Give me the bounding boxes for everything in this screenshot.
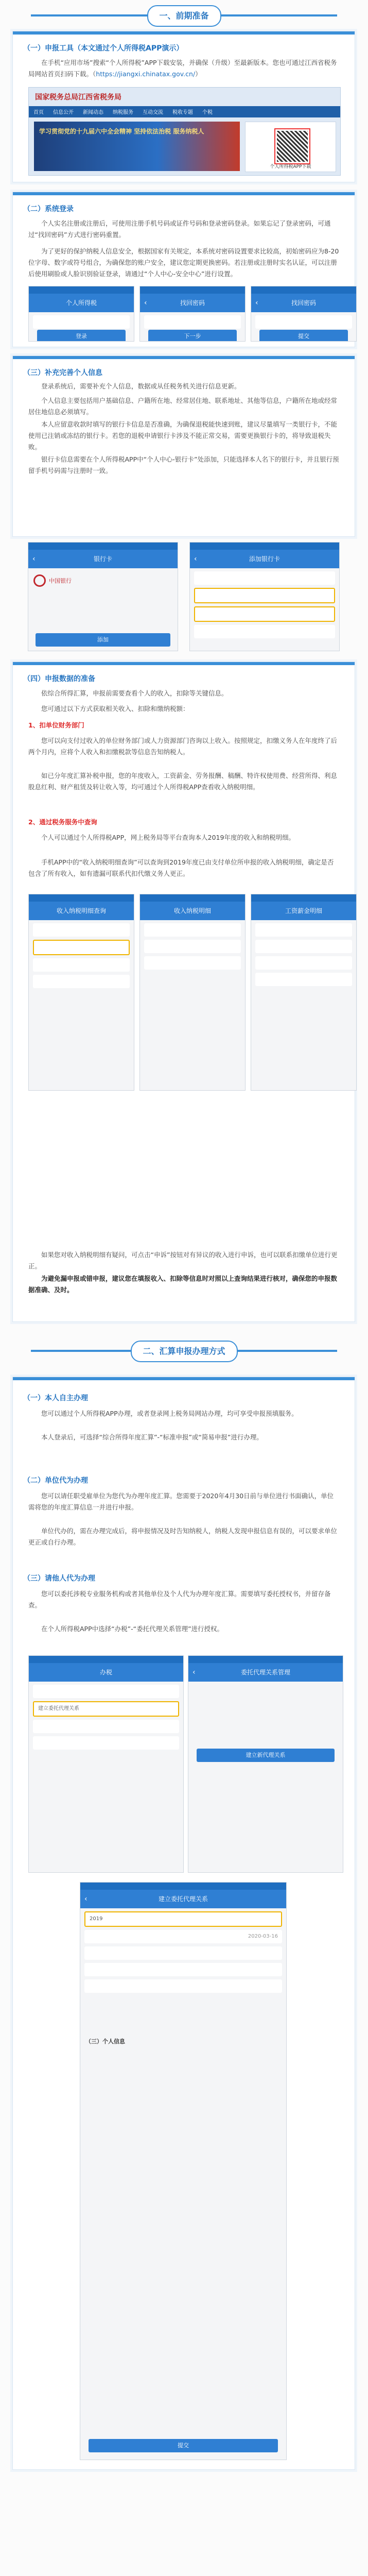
bank-logo-icon xyxy=(33,574,46,587)
phone-agency-management xyxy=(188,1655,343,1873)
site-nav-item[interactable]: 税收专题 xyxy=(172,110,193,115)
phone-input-row[interactable] xyxy=(144,315,241,329)
new-agency-button[interactable]: 建立新代理关系 xyxy=(197,1749,335,1762)
card-data-prep xyxy=(12,662,355,1322)
subheading-query: 2、通过税务服务中查询 xyxy=(28,818,97,826)
card-top-bar xyxy=(13,356,355,359)
para-self-1: 您可以通过个人所得税APP办理，或者登录网上税务局网站办理，均可享受申报预填服务。 xyxy=(41,1410,298,1417)
card-top-bar xyxy=(13,1377,355,1380)
website-screenshot xyxy=(28,87,341,176)
phone-appbar: 收入纳税明细 xyxy=(140,902,245,920)
heading-personal-info: （三）补充完善个人信息 xyxy=(23,369,102,377)
section-title-prep: 一、前期准备 xyxy=(147,5,221,27)
section-banner-apply xyxy=(0,1335,368,1366)
phone-appbar: 办税 xyxy=(29,1663,183,1682)
phone-appbar: ‹ 找回密码 xyxy=(140,294,245,312)
section-title-apply: 二、汇算申报办理方式 xyxy=(130,1341,237,1362)
phone-form-row-highlighted[interactable] xyxy=(194,588,335,603)
phone-recover-1 xyxy=(139,286,246,342)
card-tool xyxy=(12,31,355,182)
phone-salary-detail xyxy=(251,894,357,1091)
agency-menu-item[interactable]: 建立委托代理关系 xyxy=(33,1701,179,1717)
phone-tax-office xyxy=(28,1655,184,1873)
phone-login xyxy=(28,286,134,342)
site-banner-image: 学习贯彻党的十九届六中全会精神 坚持依法治税 服务纳税人 xyxy=(34,122,240,171)
phone-form-row[interactable] xyxy=(194,625,335,638)
phone-appbar: 收入纳税明细查询 xyxy=(29,902,134,920)
phone-appbar: ‹ 添加银行卡 xyxy=(190,550,339,568)
para-data-2: 您可通过以下方式获取相关收入、扣除和缴纳税额： xyxy=(41,705,189,713)
phone-create-agency xyxy=(80,1882,287,2460)
para-data-4: 如已分年度汇算补税申报，您的年度收入，工资薪金、劳务报酬、稿酬、特许权使用费、经营所得、利息股息红利、财产租赁及转让收入等，均可通过个人所得税APP查看收入纳税明细。 xyxy=(28,772,338,791)
phone-appbar: 工资薪金明细 xyxy=(251,902,356,920)
phone-form-row[interactable] xyxy=(194,571,335,585)
tool-text-2: ） xyxy=(195,70,202,78)
para-agent-2: 在个人所得税APP中选择“办税”-“委托代理关系管理”进行授权。 xyxy=(41,1625,224,1633)
phone-bank-card-list xyxy=(28,542,178,651)
para-tool xyxy=(28,57,340,80)
card-apply-methods xyxy=(12,1377,355,2470)
para-employer-2: 单位代办的，需在办理完成后，将申报情况及时告知纳税人，纳税人发现申报信息有误的，可以要求单位更正或自行办理。 xyxy=(28,1527,338,1546)
card-top-bar xyxy=(13,31,355,35)
card-login xyxy=(12,192,355,347)
tax-site-link[interactable]: https://jiangxi.chinatax.gov.cn/ xyxy=(96,70,196,78)
card-top-bar xyxy=(13,662,355,665)
para-info-2: 个人信息主要包括用户基础信息、户籍所在地、经常居住地、联系地址、其他等信息，户籍所在地或经常居住地信息必须填写。 xyxy=(28,397,338,416)
login-button[interactable]: 登录 xyxy=(37,330,126,342)
para-data-5: 个人可以通过个人所得税APP，网上税务局等平台查询本人2019年度的收入和纳税明细。 xyxy=(41,834,295,841)
submit-agency-button[interactable]: 提交 xyxy=(89,2439,278,2452)
back-icon[interactable]: ‹ xyxy=(255,299,258,307)
back-icon[interactable]: ‹ xyxy=(84,1895,87,1903)
next-button[interactable]: 下一步 xyxy=(148,330,237,342)
heading-self: （一）本人自主办理 xyxy=(23,1394,88,1402)
para-self-2: 本人登录后，可选择“综合所得年度汇算”-“标准申报”或“简易申报”进行办理。 xyxy=(41,1433,263,1441)
phone-form-row-highlighted[interactable] xyxy=(194,606,335,622)
back-icon[interactable]: ‹ xyxy=(32,555,36,563)
site-nav-item[interactable]: 纳税服务 xyxy=(113,110,133,115)
heading-employer: （二）单位代为办理 xyxy=(23,1477,88,1485)
phone-add-bank-card xyxy=(189,542,340,651)
card-personal-info xyxy=(12,355,355,537)
heading-tool: （一）申报工具（本文通过个人所得税APP演示） xyxy=(23,44,184,53)
submit-button[interactable]: 提交 xyxy=(259,330,348,342)
phone-recover-2 xyxy=(251,286,357,342)
para-employer-1: 您可以请任职受雇单位为您代为办理年度汇算。您需要于2020年4月30日前与单位进行书面确认，单位需将您的年度汇算信息一并进行申报。 xyxy=(28,1492,334,1511)
phone-income-detail xyxy=(139,894,246,1091)
para-data-3: 您可以向支付过收入的单位财务部门或人力资源部门咨询以上收入。按照规定，扣缴义务人在年度终了后两个月内，应将个人收入和扣缴税款等信息告知纳税人。 xyxy=(28,737,338,756)
site-nav-item[interactable]: 信息公开 xyxy=(53,110,74,115)
site-nav xyxy=(29,106,340,117)
heading-agent: （三）请他人代为办理 xyxy=(23,1574,95,1583)
add-bank-card-button[interactable]: 添加 xyxy=(36,633,170,647)
para-info-4: 银行卡信息需要在个人所得税APP中“个人中心-银行卡”处添加，只能选择本人名下的银行卡，并且银行预留手机号码需与注册时一致。 xyxy=(28,455,339,474)
site-qr-panel xyxy=(245,122,336,172)
para-data-8: 为避免漏申报或错申报，建议您在填报收入、扣除等信息时对照以上查询结果进行核对，确保您的申报数据准确、及时。 xyxy=(28,1275,338,1294)
heading-data-prep: （四）申报数据的准备 xyxy=(23,675,95,683)
para-info-1: 登录系统后，需要补充个人信息，数据或从任税务机关进行信息更新。 xyxy=(41,382,241,390)
qr-caption: 个人所得税APP下载 xyxy=(270,164,311,170)
year-field[interactable]: 2019 xyxy=(84,1911,282,1927)
bank-name: 中国银行 xyxy=(49,578,72,584)
personal-info-label: （三）个人信息 xyxy=(85,2038,125,2045)
para-data-1: 依综合所得汇算，申报前需要查看个人的收入，扣除等关键信息。 xyxy=(41,689,228,697)
phone-income-query xyxy=(28,894,134,1091)
site-nav-item[interactable]: 个税 xyxy=(202,110,213,115)
section-banner-prep xyxy=(0,0,368,31)
para-agent-1: 您可以委托涉税专业服务机构或者其他单位及个人代为办理年度汇算。需要填写委托授权书，并留存备查。 xyxy=(28,1590,331,1609)
site-nav-item[interactable]: 新闻动态 xyxy=(83,110,103,115)
back-icon[interactable]: ‹ xyxy=(192,1668,196,1676)
phone-appbar: 个人所得税 xyxy=(29,294,134,312)
subheading-employer: 1、扣单位财务部门 xyxy=(28,721,84,729)
phone-appbar: ‹ 找回密码 xyxy=(251,294,356,312)
phone-appbar: ‹ 建立委托代理关系 xyxy=(80,1890,286,1908)
tool-text-1: 在手机“应用市场”搜索“个人所得税”APP下载安装，并确保（升级）至最新版本。您也可通过江西省税务局网站首页扫码下载。（ xyxy=(28,59,337,78)
site-nav-item[interactable]: 首页 xyxy=(33,110,44,115)
para-data-6: 手机APP中的“收入纳税明细查询”可以查询到2019年度已由支付单位所申报的收入纳税明细，确定是否包含了所有收入，如有遗漏可联系代扣代缴义务人更正。 xyxy=(28,858,334,877)
para-login-1: 个人实名注册或注册后，可使用注册手机号码或证件号码和登录密码登录。如果忘记了登录密码，可通过“找回密码”方式进行密码重置。 xyxy=(28,219,331,239)
back-icon[interactable]: ‹ xyxy=(144,299,147,307)
phone-input-row[interactable] xyxy=(33,315,130,329)
para-info-3: 本人应留意收款时填写的银行卡信息是否准确，为确保退税能快速到账，建议尽量填写一类银行卡，不能使用已注销或冻结的银行卡。若您的退税申请银行卡涉及不能正常交易，需要更换银行卡的，将导致退税失败。 xyxy=(28,420,338,451)
phone-appbar: ‹ 银行卡 xyxy=(28,550,178,568)
site-title: 国家税务总局江西省税务局 xyxy=(35,93,121,101)
para-data-7: 如果您对收入纳税明细有疑问，可点击“申诉”按钮对有异议的收入进行申诉，也可以联系扣缴单位进行更正。 xyxy=(28,1251,338,1270)
para-login-2: 为了更好的保护纳税人信息安全，根据国家有关规定，本系统对密码设置要求比较高，初始密码应为8-20位字母、数字或符号组合，为确保您的账户安全，建议您定期更换密码。若注册或注册时实名认证，可以注册后使用刷脸或人脸识别验证登录，请通过“个人中心-安全中心”进行设置。 xyxy=(28,247,339,278)
card-top-bar xyxy=(13,192,355,195)
back-icon[interactable]: ‹ xyxy=(194,555,197,563)
phone-appbar: ‹ 委托代理关系管理 xyxy=(188,1663,343,1682)
site-nav-item[interactable]: 互动交流 xyxy=(143,110,163,115)
phone-input-row[interactable] xyxy=(255,315,352,329)
qr-code-icon[interactable] xyxy=(275,129,309,163)
date-field[interactable]: 2020-03-16 xyxy=(84,1930,282,1943)
heading-login: （二）系统登录 xyxy=(23,205,74,213)
